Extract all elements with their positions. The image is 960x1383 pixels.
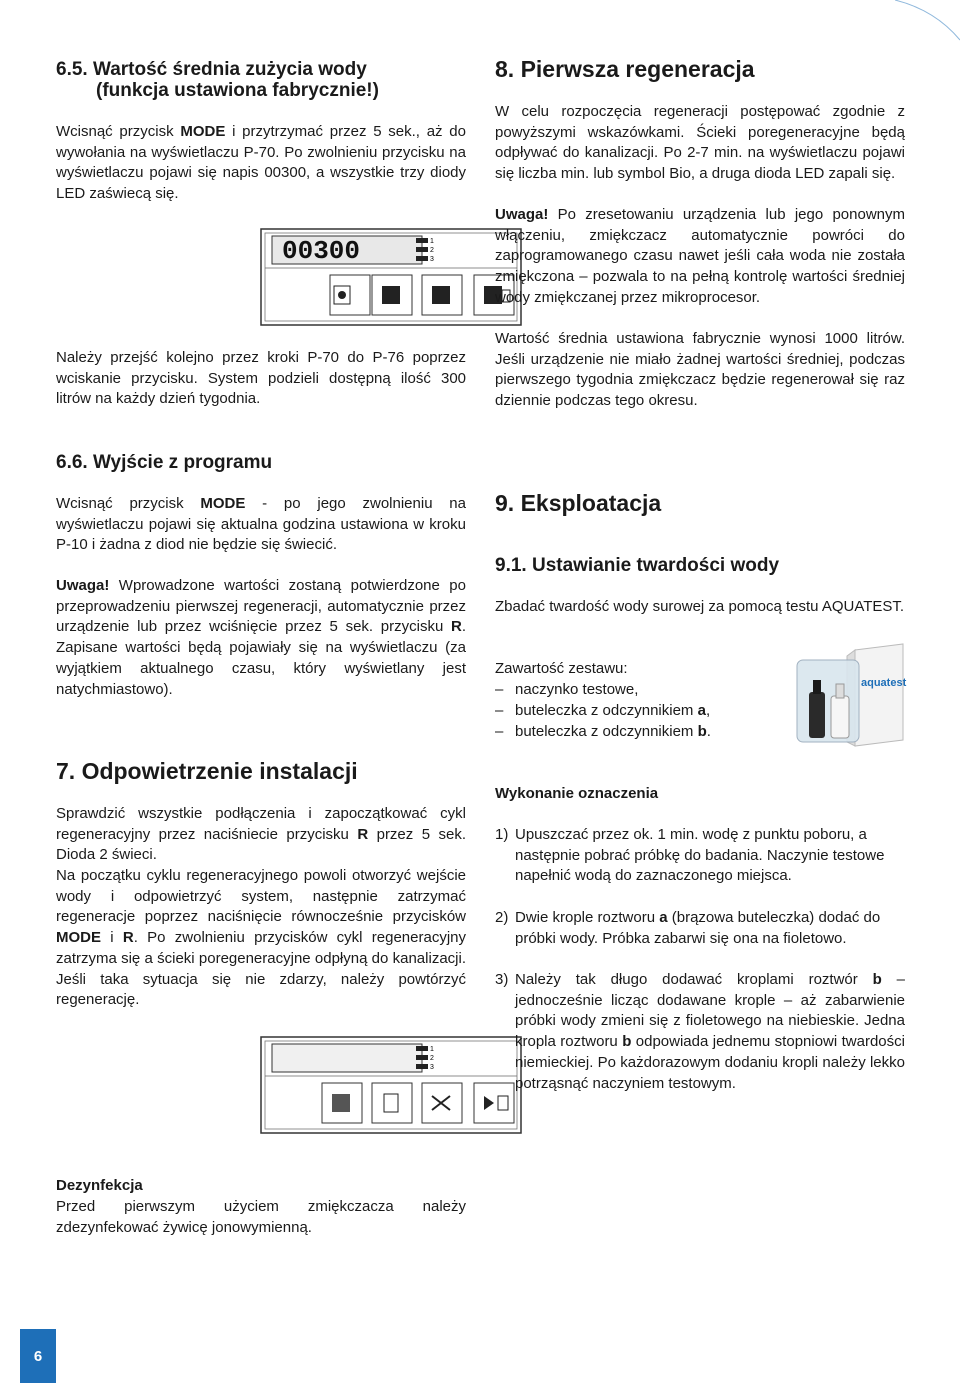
section-8-title: 8. Pierwsza regeneracja [495, 56, 755, 82]
corner-decoration [895, 0, 960, 80]
led-indicators-2 [416, 1046, 434, 1071]
section-6-6-title: 6.6. Wyjście z programu [56, 452, 273, 473]
control-panel-display-00300 [260, 228, 522, 326]
kit-title: Zawartość zestawu: [495, 660, 628, 677]
kit-brand-label: aquatest [861, 677, 907, 689]
section-6-6-paragraph-1: Wcisnąć przycisk MODE - po jego zwolnieniu na wyświetlaczu pojawi się aktualna godzina ustawiona w kroku P-10 i żadna z diod nie będzie się świecić. [56, 495, 466, 554]
disinfection-title: Dezynfekcja [56, 1177, 143, 1194]
svg-text:3: 3 [430, 1064, 434, 1071]
section-7-paragraph-1: Sprawdzić wszystkie podłączenia i zapoczątkować cykl regeneracyjny przez naciśniecie przycisku R przez 5 sek. Dioda 2 świeci. [56, 805, 466, 864]
svg-text:1: 1 [430, 1046, 434, 1053]
section-7-paragraph-2: Na początku cyklu regeneracyjnego powoli otworzyć wejście wody i odpowietrzyć system, następnie zatrzymać regeneracje poprzez naciśnięcie równocześnie przycisków MODE i R. Po zwolnieniu przycisków cykl regeneracyjny zatrzyma się a ścieki poregeneracyjne odpłyną do kanalizacji. Jeśli taka sytuacja się nie zdarzy, należy powtórzyć regenerację. [56, 867, 466, 1009]
control-panel-display-blank [260, 1036, 522, 1134]
svg-text:2: 2 [430, 247, 434, 254]
control-panel-drawing-2 [260, 1036, 522, 1134]
section-6-5-paragraph-2: Należy przejść kolejno przez kroki P-70 do P-76 poprzez wciskanie przycisku. System podzieli dostępną ilość 300 litrów na każdy dzień tygodnia. [56, 349, 466, 408]
control-panel-drawing [260, 228, 522, 326]
disinfection-text: Przed pierwszym użyciem zmiękczacza należy zdezynfekować żywicę jonowymienną. [56, 1198, 466, 1236]
display-digits: 00300 [282, 236, 361, 266]
svg-text:1: 1 [430, 238, 434, 245]
section-9-1-title: 9.1. Ustawianie twardości wody [495, 555, 780, 576]
aquatest-kit-image [795, 642, 907, 750]
section-7-title: 7. Odpowietrzenie instalacji [56, 758, 358, 784]
page-number: 6 [20, 1329, 56, 1383]
section-6-5-title: 6.5. Wartość średnia zużycia wody (funkcja ustawiona fabrycznie!) [56, 59, 379, 101]
section-6-5-paragraph-1: Wcisnąć przycisk MODE i przytrzymać przez 5 sek., aż do wywołania na wyświetlaczu P-70. Po zwolnieniu przycisku na wyświetlaczu pojawi się napis 00300, a wszystkie trzy diody LED zaświecą się. [56, 123, 466, 203]
section-6-6-paragraph-2: Uwaga! Wprowadzone wartości zostaną potwierdzone po przeprowadzeniu pierwszej regeneracji, automatycznie przez urządzenie lub przez wciśnięcie przez 5 sek. przycisku R. Zapisane wartości będą pojawiały się na wyświetlaczu (za wyjątkiem aktualnego czasu, który wyświetlany jest natychmiastowo). [56, 577, 466, 698]
led-indicators [416, 238, 434, 263]
section-8-paragraph-2: Uwaga! Po zresetowaniu urządzenia lub jego ponownym włączeniu, zmiękczacz automatycznie powróci do zaprogramowanego czasu nawet jeśli cała woda nie została zmiękczona – pozwala to na pełną kontrolę wartości średniej wody zmiękczanej przez mikroprocesor. [495, 206, 905, 306]
section-8-paragraph-1: W celu rozpoczęcia regeneracji postępować zgodnie z powyższymi wskazówkami. Ścieki poregeneracyjne będą odpływać do kanalizacji. Po 2-7 min. na wyświetlaczu pojawi się liczba min. lub symbol Bio, a druga dioda LED zapali się. [495, 103, 905, 183]
section-9-1-paragraph: Zbadać twardość wody surowej za pomocą testu AQUATEST. [495, 598, 905, 615]
svg-text:3: 3 [430, 256, 434, 263]
section-8-paragraph-3: Wartość średnia ustawiona fabrycznie wynosi 1000 litrów. Jeśli urządzenie nie miało żadnej wartości średniej, podczas pierwszego tygodnia zmiękczacz będzie regenerował się raz dziennie podczas tego okresu. [495, 330, 905, 410]
svg-text:2: 2 [430, 1055, 434, 1062]
section-9-title: 9. Eksploatacja [495, 490, 662, 516]
procedure-title: Wykonanie oznaczenia [495, 785, 659, 802]
